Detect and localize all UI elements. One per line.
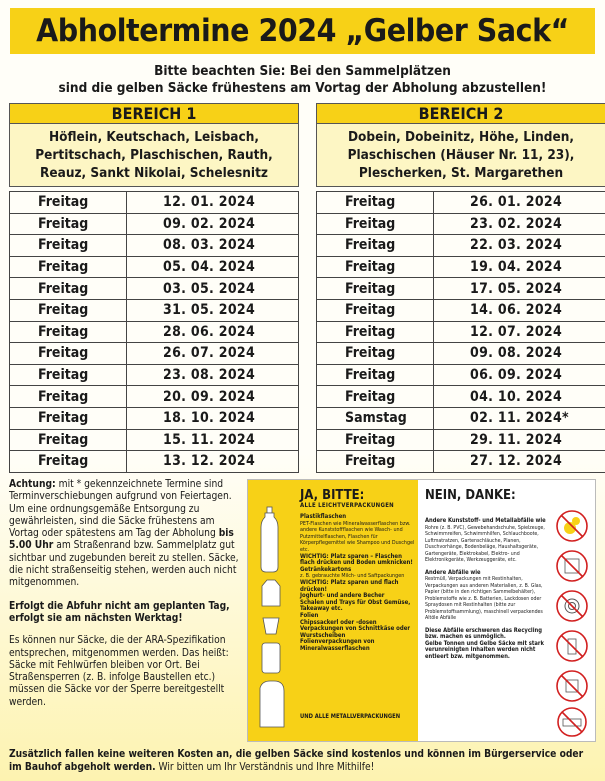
place-line: Plescherken, St. Margarethen (358, 165, 564, 181)
day-cell: Freitag (10, 407, 127, 429)
ja-column (248, 480, 418, 742)
date-cell: 17. 05. 2024 (434, 278, 605, 300)
table-row (10, 364, 299, 386)
day-cell: Freitag (10, 256, 127, 278)
table-row (10, 386, 299, 408)
bereich-2-dates-table (316, 191, 605, 473)
achtung-text-b: am Straßenrand bzw. Sammelplatz gut sichtbar und zugebunden bereit zu stellen. Säcke, die nicht straßenseitig stehen, werden auch nicht mitgenommen. (9, 540, 239, 589)
date-cell: 20. 09. 2024 (127, 386, 299, 408)
nein-item-text: Restmüll, Verpackungen mit Restinhalten, Verpackungen aus anderen Materialien, z. B. Glas, Papier (bitte in den richtigen Sammelbehälter), Problemstoffe wie z. B. Batterien, Lackdosen oder Spraydosen mit Restinhalten (bitte zur Problemstoffsammlung), maschinell verpackendes Altöle Abfälle (425, 576, 543, 621)
bereich-1 (9, 103, 299, 473)
nein-item-title: Gelbe Tonnen und Gelbe Säcke mit stark verunreinigten Inhalten werden nicht entleert bzw. mitgenommen. (425, 640, 544, 660)
electronics-prohibited-icon (557, 671, 587, 701)
day-cell: Freitag (317, 343, 434, 365)
ja-item-title: Getränkekartons (300, 565, 352, 573)
title-banner (10, 8, 595, 54)
ja-item-title: WICHTIG: Platz sparen und flach drücken! (300, 578, 399, 593)
ja-item-title: Schalen und Trays für Obst Gemüse, Takeaway etc. (300, 598, 411, 613)
table-row (317, 299, 605, 321)
date-cell: 13. 12. 2024 (127, 451, 299, 473)
date-cell: 05. 04. 2024 (127, 256, 299, 278)
table-row (10, 213, 299, 235)
day-cell: Samstag (317, 407, 434, 429)
date-cell: 29. 11. 2024 (434, 429, 605, 451)
place-line: Dobein, Dobeinitz, Höhe, Linden, (347, 129, 575, 145)
ja-item-title: Verpackungen von Schnittkäse oder Wurstscheiben (300, 625, 411, 639)
milk-carton-icon (262, 580, 280, 606)
day-cell: Freitag (10, 364, 127, 386)
ja-item-title: Joghurt- und andere Becher (300, 592, 385, 600)
table-row (10, 256, 299, 278)
date-cell: 18. 10. 2024 (127, 407, 299, 429)
day-cell: Freitag (317, 278, 434, 300)
bottom-bold-text: Zusätzlich fallen keine weiteren Kosten an, die gelben Säcke sind kostenlos und können im Bürgerservice oder im Bauhof abgeholt werden. (9, 749, 584, 773)
achtung-text-a: mit * gekennzeichnete Termine sind Terminverschiebungen aufgrund von Feiertagen. Um eine ordnungsgemäße Entsorgung zu gewährleisten, sind die Säcke frühestens am Vortag oder spätestens am Tag der Abholung (9, 479, 232, 540)
nein-items (425, 518, 547, 660)
day-cell: Freitag (10, 278, 127, 300)
bereich-2 (316, 103, 605, 473)
page-title: Abholtermine 2024 „Gelber Sack“ (36, 13, 569, 49)
ja-item-title: Folienverpackungen von Mineralwasserflaschen (300, 638, 375, 652)
table-row (317, 386, 605, 408)
date-cell: 26. 01. 2024 (434, 192, 605, 214)
day-cell: Freitag (10, 213, 127, 235)
delay-notice-text: Erfolgt die Abfuhr nicht am geplanten Tag, erfolgt sie am nächsten Werktag! (9, 600, 230, 624)
date-cell: 22. 03. 2024 (434, 235, 605, 257)
date-cell: 27. 12. 2024 (434, 451, 605, 473)
date-cell: 28. 06. 2024 (127, 321, 299, 343)
table-row (317, 407, 605, 429)
bottom-normal-text: Wir bitten um Ihr Verständnis und Ihre Mithilfe! (158, 762, 375, 773)
day-cell: Freitag (317, 429, 434, 451)
spray-can-prohibited-icon (557, 631, 587, 661)
table-row (10, 429, 299, 451)
date-cell: 12. 01. 2024 (127, 192, 299, 214)
table-row (10, 321, 299, 343)
rubber-duck-prohibited-icon (557, 511, 587, 541)
place-line: Plaschischen (Häuser Nr. 11, 23), (347, 147, 575, 163)
date-cell: 31. 05. 2024 (127, 299, 299, 321)
list-item (425, 570, 547, 622)
day-cell: Freitag (317, 256, 434, 278)
ja-icons (248, 480, 298, 742)
day-cell: Freitag (317, 235, 434, 257)
date-cell: 12. 07. 2024 (434, 321, 605, 343)
day-cell: Freitag (10, 192, 127, 214)
ja-item-title: WICHTIG: Platz sparen – Flaschen flach drücken und Boden umknicken! (300, 552, 413, 567)
day-cell: Freitag (317, 386, 434, 408)
nein-item-title: Andere Abfälle wie (425, 569, 481, 576)
table-row (10, 235, 299, 257)
toy-car-prohibited-icon (558, 708, 586, 736)
day-cell: Freitag (317, 451, 434, 473)
bottle-icon (261, 507, 278, 572)
place-line: Pertitschach, Plaschischen, Rauth, (35, 147, 273, 163)
date-cell: 03. 05. 2024 (127, 278, 299, 300)
list-item (300, 514, 415, 554)
date-cell: 04. 10. 2024 (434, 386, 605, 408)
date-cell: 14. 06. 2024 (434, 299, 605, 321)
table-row (317, 429, 605, 451)
day-cell: Freitag (317, 321, 434, 343)
date-cell: 26. 07. 2024 (127, 343, 299, 365)
date-cell: 23. 08. 2024 (127, 364, 299, 386)
ja-item-title: Folien (300, 611, 319, 619)
nein-item-title: Andere Kunststoff- und Metallabfälle wie (425, 518, 546, 524)
table-row (317, 364, 605, 386)
bereich-1-dates-table (9, 191, 299, 473)
bereich-1-heading: BEREICH 1 (9, 103, 299, 124)
date-cell: 15. 11. 2024 (127, 429, 299, 451)
hose-prohibited-icon (557, 591, 587, 621)
nein-item-text: Rohre (z. B. PVC), Gewebehandschuhe, Spielzeuge, Schwimmreifen, Schwimmhilfen, Schlauchboote, Luftmatratzen, Gartenschläuche, Planen, Duschvorhänge, Bodenbeläge, Haushaltsgeräte, Gartengeräte, Elektrokabel, Elektro- und Elektronikgeräte, Werkzeuggeräte, etc. (425, 524, 545, 563)
date-cell: 08. 03. 2024 (127, 235, 299, 257)
day-cell: Freitag (10, 451, 127, 473)
day-cell: Freitag (317, 213, 434, 235)
table-row (10, 278, 299, 300)
list-item (425, 641, 547, 661)
day-cell: Freitag (10, 321, 127, 343)
ja-item-text: z. B. gebrauchte Milch- und Saftpackungen (300, 573, 405, 580)
date-cell: 23. 02. 2024 (434, 213, 605, 235)
day-cell: Freitag (317, 299, 434, 321)
date-cell: 02. 11. 2024* (434, 407, 605, 429)
ja-item-title: Plastikflaschen (300, 513, 347, 520)
date-cell: 06. 09. 2024 (434, 364, 605, 386)
achtung-label: Achtung: (9, 479, 56, 490)
date-cell: 09. 08. 2024 (434, 343, 605, 365)
cup-icon (263, 618, 279, 634)
ja-heading: JA, BITTE: (300, 488, 365, 503)
table-row (10, 192, 299, 214)
notice-line-1: Bitte beachten Sie: Bei den Sammelplätzen (154, 63, 451, 79)
table-row (317, 256, 605, 278)
bereich-2-heading: BEREICH 2 (316, 103, 605, 124)
bottom-note (9, 748, 599, 774)
list-item (300, 639, 415, 652)
notice-line-2: sind die gelben Säcke frühestens am Vortag der Abholung abzustellen! (58, 80, 547, 96)
achtung-paragraph (9, 479, 244, 590)
table-row (10, 299, 299, 321)
battery-prohibited-icon (557, 551, 587, 581)
delay-notice (9, 601, 244, 626)
day-cell: Freitag (10, 299, 127, 321)
list-item (425, 628, 547, 641)
table-row (10, 407, 299, 429)
table-row (317, 192, 605, 214)
notice (0, 63, 605, 97)
nein-item-title: Diese Abfälle erschweren das Recycling bzw. machen es unmöglich. (425, 627, 542, 640)
table-row (10, 451, 299, 473)
achtung-time: bis 5.00 Uhr (9, 528, 234, 552)
date-cell: 19. 04. 2024 (434, 256, 605, 278)
bereich-1-places (9, 124, 299, 187)
bereich-2-places (316, 124, 605, 187)
ja-item-text: PET-Flaschen wie Mineralwasserflaschen bzw. andere Kunststoffflaschen wie Wasch- und Putzmittelflaschen, Flaschen für Körperpflegemittel wie Shampoo und Duschgel etc. (300, 520, 415, 553)
detergent-bottle-icon (260, 681, 284, 727)
ja-item-title: Chipssackerl oder -dosen (300, 618, 377, 626)
day-cell: Freitag (10, 235, 127, 257)
nein-icons (550, 508, 594, 738)
ja-subheading: ALLE LEICHTVERPACKUNGEN (300, 502, 394, 509)
table-row (317, 343, 605, 365)
day-cell: Freitag (10, 343, 127, 365)
sorting-poster (247, 479, 596, 742)
chips-can-icon (262, 643, 280, 673)
day-cell: Freitag (317, 192, 434, 214)
place-line: Höflein, Keutschach, Leisbach, (49, 129, 259, 145)
ja-items (300, 514, 415, 652)
info-text (9, 479, 244, 720)
day-cell: Freitag (10, 386, 127, 408)
place-line: Reauz, Sankt Nikolai, Schelesnitz (40, 165, 268, 181)
ja-footer: UND ALLE METALLVERPACKUNGEN (300, 714, 401, 720)
table-row (317, 235, 605, 257)
ara-paragraph: Es können nur Säcke, die der ARA-Spezifikation entsprechen, mitgenommen werden. Das heißt: Säcke mit Fehlwürfen bleiben vor Ort. Bei Straßensperren (z. B. infolge Baustellen etc.) müssen die Säcke vor der Sperre bereitgestellt werden. (9, 635, 229, 708)
table-row (317, 213, 605, 235)
list-item (425, 518, 547, 564)
table-row (317, 321, 605, 343)
table-row (317, 451, 605, 473)
date-cell: 09. 02. 2024 (127, 213, 299, 235)
nein-heading: NEIN, DANKE: (425, 488, 516, 503)
day-cell: Freitag (317, 364, 434, 386)
table-row (317, 278, 605, 300)
table-row (10, 343, 299, 365)
day-cell: Freitag (10, 429, 127, 451)
